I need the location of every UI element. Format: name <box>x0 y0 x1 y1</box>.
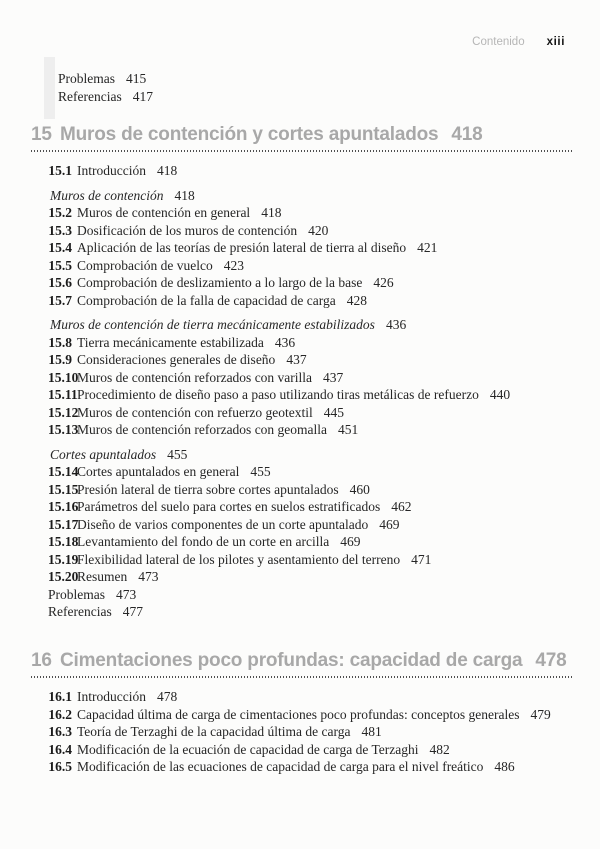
toc-plain-label: Problemas <box>48 586 105 602</box>
toc-entry-number: 15.7 <box>48 292 72 308</box>
toc-entry <box>48 204 600 222</box>
toc-entry <box>48 334 600 352</box>
toc-plain-label: Referencias <box>58 88 122 104</box>
toc-entry <box>48 551 600 569</box>
toc-entry-number: 15.3 <box>48 222 72 238</box>
toc-entry-number: 15.16 <box>48 499 79 514</box>
toc-entry-page: 460 <box>349 481 370 497</box>
chapter-title: Cimentaciones poco profundas: capacidad de carga <box>60 650 523 671</box>
toc-entry-page: 437 <box>286 352 307 367</box>
chapter-block <box>0 650 600 776</box>
toc-entry-page: 481 <box>361 724 382 739</box>
toc-entry-number: 15.20 <box>48 569 79 584</box>
toc-entry-title: Muros de contención reforzados con geomalla <box>77 422 328 437</box>
toc-entry-page: 445 <box>323 404 345 420</box>
toc-entry-title: Teoría de Terzaghi de la capacidad última de carga <box>77 724 351 739</box>
toc-entry-number: 15.13 <box>48 422 79 437</box>
chapter-entries <box>48 688 600 776</box>
toc-entry-title: Presión lateral de tierra sobre cortes apuntalados <box>77 481 339 497</box>
toc-plain-entry <box>48 603 600 621</box>
running-head <box>472 36 565 48</box>
toc-entry-number: 15.8 <box>48 334 72 350</box>
toc-entry-page: 423 <box>223 257 244 273</box>
toc-entry-page: 451 <box>338 422 359 437</box>
toc-entry-number: 15.17 <box>48 516 79 532</box>
dotted-rule <box>31 676 574 678</box>
toc-entry-title: Tierra mecánicamente estabilizada <box>77 334 264 350</box>
toc-subhead-page: 455 <box>167 446 188 462</box>
toc-plain-label: Referencias <box>48 604 112 619</box>
toc-entry-title: Cortes apuntalados en general <box>77 464 240 479</box>
toc-subhead <box>50 316 600 334</box>
toc-subhead <box>50 446 600 464</box>
toc-entry-title: Comprobación de la falla de capacidad de carga <box>77 292 336 308</box>
toc-entry-title: Modificación de la ecuación de capacidad de carga de Terzaghi <box>77 741 419 757</box>
scan-artifact-strip <box>44 57 55 119</box>
toc-entry-page: 469 <box>340 534 361 549</box>
toc-entry-title: Introducción <box>77 163 146 178</box>
toc-plain-entry <box>58 88 153 106</box>
chapter-block <box>0 124 600 621</box>
toc-subhead-title: Cortes apuntalados <box>50 446 157 462</box>
toc-entry-title: Diseño de varios componentes de un corte apuntalado <box>77 516 369 532</box>
toc-subhead-page: 418 <box>174 187 195 203</box>
toc-entry-number: 16.4 <box>48 741 72 757</box>
toc-entry-page: 482 <box>429 741 450 757</box>
toc-subhead-page: 436 <box>385 317 407 332</box>
toc-entry-title: Dosificación de los muros de contención <box>77 222 298 238</box>
toc-entry-page: 426 <box>373 275 394 290</box>
toc-entry-number: 16.3 <box>48 724 72 739</box>
toc-entry-title: Resumen <box>77 569 128 584</box>
toc-entry-page: 473 <box>138 569 159 584</box>
toc-entry <box>48 481 600 499</box>
toc-plain-page: 417 <box>132 88 153 104</box>
toc-entry-title: Aplicación de las teorías de presión lateral de tierra al diseño <box>77 240 407 255</box>
chapter-heading <box>0 124 600 146</box>
toc-entry <box>48 568 600 586</box>
toc-entry-title: Comprobación de vuelco <box>77 257 213 273</box>
toc-entry-number: 16.5 <box>48 759 72 774</box>
toc-entry-page: 486 <box>494 759 515 774</box>
toc-entry-title: Muros de contención en general <box>77 205 251 220</box>
toc-entry-number: 15.9 <box>48 352 72 367</box>
toc-entry-number: 16.1 <box>48 689 72 704</box>
toc-subhead-title: Muros de contención <box>50 187 164 203</box>
toc-plain-page: 473 <box>116 586 137 602</box>
chapter-page-number: 478 <box>535 650 567 671</box>
chapter-heading <box>0 650 600 672</box>
toc-entry-number: 15.6 <box>48 275 72 290</box>
toc-entry-page: 421 <box>417 240 438 255</box>
toc-entry <box>48 239 600 257</box>
toc-entry <box>48 421 600 439</box>
toc-entry-page: 437 <box>323 369 344 385</box>
dotted-rule <box>31 150 574 152</box>
toc-entry-page: 479 <box>530 706 551 722</box>
toc-entry-number: 15.19 <box>48 551 79 567</box>
toc-entry-title: Procedimiento de diseño paso a paso utilizando tiras metálicas de refuerzo <box>77 387 479 402</box>
toc-entry-number: 15.1 <box>48 163 72 178</box>
toc-entry-title: Flexibilidad lateral de los pilotes y asentamiento del terreno <box>77 551 401 567</box>
toc-entry-page: 418 <box>156 163 178 178</box>
toc-entry-page: 418 <box>261 205 282 220</box>
toc-entry <box>48 533 600 551</box>
toc-plain-page: 477 <box>122 604 143 619</box>
toc-entry-number: 15.11 <box>48 387 78 402</box>
chapter-number: 16 <box>31 650 52 671</box>
toc-entry <box>48 369 600 387</box>
toc-entry <box>48 222 600 240</box>
toc-entry <box>48 351 600 369</box>
toc-entry-number: 15.15 <box>48 481 79 497</box>
toc-plain-entry <box>58 70 153 88</box>
toc-entry-title: Muros de contención con refuerzo geotextil <box>77 404 313 420</box>
toc-entry-page: 428 <box>346 292 367 308</box>
toc-entry-page: 462 <box>391 499 412 514</box>
chapter-title: Muros de contención y cortes apuntalados <box>60 124 439 145</box>
toc-entry-number: 15.18 <box>48 534 79 549</box>
toc-entry-number: 15.2 <box>48 205 72 220</box>
toc-entry-page: 440 <box>489 387 511 402</box>
toc-entry-number: 15.12 <box>48 404 79 420</box>
chapter-page-number: 418 <box>451 124 483 145</box>
toc-entry <box>48 274 600 292</box>
toc-entry-title: Modificación de las ecuaciones de capacidad de carga para el nivel freático <box>77 759 484 774</box>
running-head-section-label: Contenido <box>472 36 525 48</box>
toc-entry <box>48 292 600 310</box>
toc-entry-number: 15.4 <box>48 240 72 255</box>
toc-entry-title: Consideraciones generales de diseño <box>77 352 276 367</box>
toc-entry <box>48 516 600 534</box>
toc-entry-number: 15.10 <box>48 369 79 385</box>
toc-entry <box>48 758 600 776</box>
toc-entry-title: Parámetros del suelo para cortes en suelos estratificados <box>77 499 381 514</box>
page-folio: xiii <box>546 36 565 48</box>
toc-entry-title: Muros de contención reforzados con varilla <box>77 369 313 385</box>
toc-entry <box>48 386 600 404</box>
toc-entry-page: 455 <box>250 464 271 479</box>
toc-entry <box>48 741 600 759</box>
toc-subhead-title: Muros de contención de tierra mecánicamente estabilizados <box>50 317 375 332</box>
toc-entry-page: 420 <box>308 222 329 238</box>
toc-entry-number: 15.5 <box>48 257 72 273</box>
toc-entry <box>48 723 600 741</box>
toc-plain-page: 415 <box>126 71 147 86</box>
toc-entry <box>48 463 600 481</box>
toc-subhead <box>50 187 600 205</box>
toc-entry <box>48 162 600 180</box>
toc-entry <box>48 706 600 724</box>
previous-chapter-items <box>58 70 153 105</box>
toc-entry-number: 15.14 <box>48 464 79 479</box>
toc-entry <box>48 257 600 275</box>
toc-entry-page: 469 <box>379 516 400 532</box>
toc-entry <box>48 404 600 422</box>
chapter-entries <box>48 162 600 621</box>
toc-plain-entry <box>48 586 600 604</box>
toc-entry-title: Capacidad última de carga de cimentaciones poco profundas: conceptos generales <box>77 706 520 722</box>
toc-entry-title: Introducción <box>77 689 146 704</box>
toc-plain-label: Problemas <box>58 71 115 86</box>
toc-entry-number: 16.2 <box>48 706 72 722</box>
toc-entry-title: Levantamiento del fondo de un corte en arcilla <box>77 534 330 549</box>
chapter-number: 15 <box>31 124 52 145</box>
toc-entry-title: Comprobación de deslizamiento a lo largo de la base <box>77 275 363 290</box>
toc-entry-page: 471 <box>411 551 432 567</box>
toc-entry-page: 436 <box>274 334 296 350</box>
toc-entry <box>48 688 600 706</box>
toc-entry <box>48 498 600 516</box>
toc-entry-page: 478 <box>156 689 178 704</box>
